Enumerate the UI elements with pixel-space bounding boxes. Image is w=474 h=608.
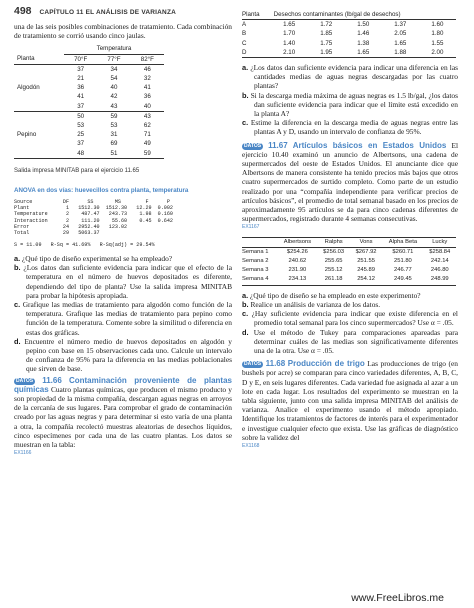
header-cell: Lucky [432,238,448,245]
plant-cell [14,102,64,112]
exercise-file: EX1168 [242,442,260,449]
value-cell: 1.70 [283,30,296,38]
value-cell: 43 [143,112,151,120]
question-text: Encuentre el número medio de huevos depositados en algodón y pepino con base en 15 observaciones cada uno. Calcule un intervalo de confianza de 95% para la diferencia en las medias poblacionales que sirven de base. [24,336,232,374]
plant-cell [14,74,64,83]
value-cell: 37 [77,102,85,110]
question-label: b. [242,299,249,309]
table-row [242,275,456,285]
table-row [14,92,164,101]
value-cell: $254.26 [286,248,308,255]
col-70: 70°F [74,55,88,63]
col-planta: Planta [17,55,35,63]
exercise-number: 11.66 [42,375,62,385]
question-item [14,337,232,374]
question-item [242,63,458,91]
value-cell: 34 [110,65,118,73]
question-item [242,300,458,309]
question-text: ¿Qué tipo de diseño experimental se ha empleado? [22,254,173,263]
plant-cell [14,111,64,121]
header-cell [242,237,277,247]
value-cell: 40 [143,102,151,110]
value-cell: 248.99 [430,276,449,283]
header-cell: Ralphs [324,238,343,245]
exercise-text: Las producciones de trigo (en bushels por acre) se comparan para cinco variedades diferentes, A, B, C, D y E, en seis lugares diferentes. Cada variedad fue asignada al azar a un lote en cada lugar. Los resultados del experimento se muestran en la tabla siguiente, junto con una salida impresa MINITAB del análisis de varianza. Analice el experimento usando el método apropiado. Identifique los tratamientos de factores de interés para el experimentador e investigue cualquier efecto que exista. Use las gráficas de diagnóstico sobre la validez del [242,359,458,442]
exercise-title: Producción de trigo [287,359,365,369]
question-item [242,118,458,136]
value-cell: 1.65 [283,21,296,29]
value-cell: 53 [110,122,118,130]
week-cell: Semana 4 [242,276,269,283]
value-cell: 32 [143,75,151,83]
value-cell: 234.13 [288,276,307,283]
question-item [242,91,458,119]
table-row [14,149,164,159]
plant-cell: C [242,39,247,47]
value-cell: 1.38 [357,39,370,47]
value-cell: 1.72 [320,21,333,29]
value-cell: 53 [77,122,85,130]
table-row [14,121,164,130]
value-cell: 37 [77,140,85,148]
question-text: Use el método de Tukey para comparaciones apareadas para determinar cuáles de las medias son significativamente diferentes una de la otra. Use α = .05. [253,327,458,355]
question-label: c. [242,118,249,128]
value-cell: $258.84 [429,248,451,255]
store-price-table [242,237,456,286]
value-cell: 36 [77,84,85,92]
value-cell: 69 [110,140,118,148]
value-cell: 1.85 [320,30,333,38]
value-cell: 36 [143,93,151,101]
exercise-11-67 [242,141,458,233]
exercise-number: 11.68 [265,359,286,369]
datos-badge: DATOS [244,361,262,368]
value-cell: 255.12 [324,267,343,274]
value-cell: 1.75 [320,39,333,47]
value-cell: 1.50 [357,21,370,29]
table-row [242,20,456,30]
plant-cell: Algodón [17,84,40,92]
question-text: Grafique las medias de tratamiento para algodón como función de la temperatura. Grafique las medias de tratamiento para pepino como función de la temperatura. Comente sobre la similitud o diferencia en estas dos gráficas. [22,300,232,337]
question-text: Realice un análisis de varianza de los datos. [250,299,381,309]
question-text: Estime la diferencia en la descarga media de aguas negras entre las plantas A y D, usando un intervalo de confianza de 95%. [250,118,458,137]
exercise-text: Cuatro plantas químicas, que producen el mismo producto y son propiedad de la misma compañía, descargan aguas negras en arroyos de la cercanía de sus lugares. Para comprobar el grado de contaminación creado por las aguas negras y para determinar si esto varía de una planta a otra, la compañía recolectó muestras aleatorias de desechos líquidos, cinco especímenes por cada una de las cuatro plantas. Los datos se muestran en la tabla: [14,384,233,450]
exercise-11-68 [242,359,458,451]
exercise-11-66 [14,376,232,459]
plant-cell: B [242,30,247,38]
header-cell: Albertsons [283,238,312,245]
value-cell: 59 [143,149,151,157]
anova-output: Source DF SS MS F P Plant 1 1512.30 1512.30 12.29 0.002 Temperature 2 487.47 243.73 1.98 0.160 Interaction 2 111.20 55.60 0.45 0.642 Error 24 2952.40 123.02 Total 29 5063.37 S = 11.09 R-Sq = 41.69% R-Sq(adj) = 29.54% [14,199,173,248]
exercise-number: 11.67 [268,140,288,150]
chapter-title: CAPÍTULO 11 EL ANÁLISIS DE VARIANZA [39,9,177,16]
value-cell: 49 [143,140,151,148]
value-cell: 21 [77,75,85,83]
week-cell: Semana 1 [242,248,269,255]
value-cell: 242.14 [430,258,449,265]
table-row [242,48,456,58]
value-cell: 261.18 [324,276,343,283]
datos-badge: DATOS [16,377,34,384]
value-cell: 1.65 [394,39,407,47]
question-label: c. [14,300,21,310]
question-list [242,291,458,355]
plant-cell: Pepino [17,131,37,139]
plant-waste-table [242,10,456,58]
question-text: Si la descarga media máxima de aguas negras es 1.5 lb/gal, ¿los datos dan suficiente evidencia para indicar que el límite está excedido en la planta A? [250,90,458,119]
table-row [14,83,164,92]
question-item [242,291,458,300]
question-list [242,63,458,137]
value-cell: 41 [77,93,85,101]
question-label: d. [14,336,21,346]
question-label: b. [14,263,21,273]
table-row [14,64,164,74]
plant-cell [14,139,64,148]
question-label: b. [242,90,249,100]
value-cell: 246.80 [430,267,449,274]
figure-caption: Salida impresa MINITAB para el ejercicio 11.65 [14,167,140,174]
value-cell: 1.46 [357,30,370,38]
question-label: c. [242,309,249,319]
table-row [14,139,164,148]
question-text: ¿Qué tipo de diseño se ha empleado en este experimento? [250,290,421,300]
value-cell: 1.60 [431,21,444,29]
question-list [14,254,232,374]
value-cell: 62 [143,122,151,130]
question-text: ¿Hay suficiente evidencia para indicar que existe diferencia en el promedio total semanal para los cinco supermercados? Use α = .05. [251,309,458,328]
question-item [14,263,232,300]
value-cell: 37 [77,65,85,73]
value-cell: 246.77 [394,267,412,274]
value-cell: $256.03 [323,248,345,255]
value-cell: $267.92 [355,248,377,255]
plant-cell [14,149,64,159]
question-item [242,328,458,356]
value-cell: 42 [110,93,118,101]
col-desechos: Desechos contaminantes (lb/gal de desechos) [273,11,401,18]
plant-cell [14,92,64,101]
exercise-file: EX1167 [242,224,260,231]
value-cell: 59 [110,112,118,120]
value-cell: 2.10 [283,48,296,56]
col-77: 77°F [107,55,121,63]
table-row [242,39,456,48]
page-number: 498 [14,5,32,17]
plant-cell [14,64,64,74]
value-cell: 71 [143,131,151,139]
table-row [14,102,164,112]
page-header [14,5,176,17]
exercise-file: EX1166 [14,450,32,457]
value-cell: 25 [77,131,85,139]
value-cell: $260.71 [392,248,414,255]
header-cell: Vons [359,238,373,245]
datos-badge: DATOS [244,142,262,149]
plant-cell: D [242,48,247,56]
value-cell: 249.45 [394,276,412,283]
question-item [14,300,232,337]
value-cell: 254.12 [357,276,375,283]
table-row [14,111,164,121]
week-cell: Semana 2 [242,258,269,265]
value-cell: 1.55 [431,39,444,47]
table-row [242,266,456,275]
question-label: a. [242,63,249,73]
value-cell: 48 [77,149,85,157]
table-row [14,74,164,83]
exercise-text: El ejercicio 10.40 examinó un anuncio de Albertsons, una cadena de supermercados del oeste de Estados Unidos. El anunciante dice que Albertsons de manera consistente ha tenido precios más bajos que otros cuatro supermercados de surtido completo. Como parte de un estudio realizado por una “compañía independiente para verificar precios de artículos básicos”, el promedio de total semanal basado en los precios de aproximadamente 95 artículos se da para cinco cadenas diferentes de supermercados, registrado durante 4 semanas consecutivas. [242,140,459,224]
value-cell: 40 [110,84,118,92]
value-cell: 31 [110,131,118,139]
value-cell: 41 [143,84,151,92]
value-cell: 2.05 [394,30,407,38]
value-cell: 251.80 [394,258,412,265]
value-cell: 46 [143,65,151,73]
week-cell: Semana 3 [242,267,269,274]
anova-title: ANOVA en dos vías: huevecillos contra planta, temperatura [14,187,189,195]
footer-url: www.FreeLibros.me [351,592,444,604]
table-row [242,257,456,266]
value-cell: 50 [77,112,85,120]
value-cell: 1.65 [357,48,370,56]
value-cell: 1.37 [394,21,407,29]
question-item [14,254,232,263]
value-cell: 1.95 [320,48,333,56]
question-label: a. [242,290,249,300]
exercise-title: Contaminación proveniente de plantas químicas [14,375,232,394]
question-item [242,309,458,327]
question-text: ¿Los datos dan suficiente evidencia para indicar que el efecto de la temperatura en el número de huevos depositados es diferente, dependiendo del tipo de planta? Use la salida impresa MINITAB para probar la hipótesis apropiada. [23,263,232,300]
value-cell: 1.40 [283,39,296,47]
col-82: 82°F [140,55,154,63]
question-text: ¿Los datos dan suficiente evidencia para indicar una diferencia en las cantidades medias de aguas negras descargadas por las cuatro plantas? [250,63,458,91]
value-cell: 54 [110,75,118,83]
right-column [242,10,458,451]
temperature-table [14,44,164,158]
left-column [14,22,232,458]
intro-text: una de las seis posibles combinaciones de tratamiento. Cada combinación de tratamiento se corrió usando cinco jaulas. [14,22,232,41]
exercise-title: Artículos básicos en Estados Unidos [292,140,447,150]
value-cell: 1.80 [431,30,444,38]
question-label: a. [14,254,21,263]
value-cell: 51 [110,149,118,157]
value-cell: 251.55 [357,258,375,265]
value-cell: 231.90 [288,267,307,274]
col-planta: Planta [242,11,260,18]
value-cell: 43 [110,102,118,110]
table-row [242,247,456,257]
header-cell: Alpha Beta [388,238,418,245]
value-cell: 2.00 [431,48,444,56]
value-cell: 255.65 [324,258,343,265]
plant-cell: A [242,21,247,29]
table-row [242,29,456,38]
value-cell: 240.62 [288,258,307,265]
value-cell: 1.88 [394,48,407,56]
plant-cell [14,121,64,130]
table-row [14,130,164,139]
temp-group-header: Temperatura [64,44,164,54]
question-label: d. [242,327,249,337]
value-cell: 245.89 [357,267,375,274]
